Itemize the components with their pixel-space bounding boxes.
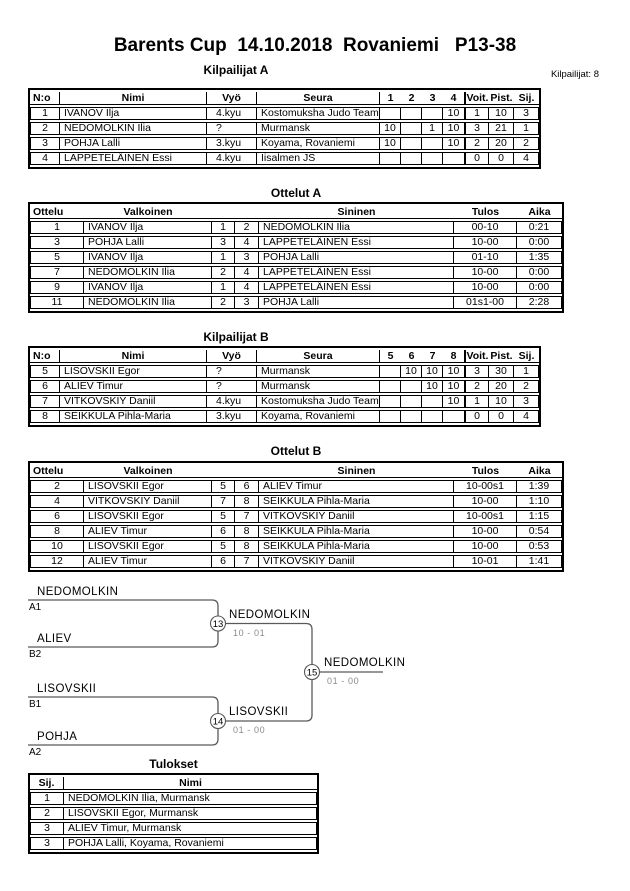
result-cell: 10-01 [454,555,517,568]
competitor-name: SEIKKULA Pihla-Maria [60,410,207,423]
result-place: 1 [30,792,64,805]
blue-number: 3 [235,296,259,309]
wins-cell: 0 [464,410,489,423]
competitor-number: 8 [30,410,60,423]
score-cell [422,410,443,423]
blue-name: POHJA Lalli [259,296,454,309]
match-number: 6 [30,510,84,523]
bracket-diagram [0,583,630,778]
wins-cell: 3 [464,122,489,135]
col-numbers [212,465,259,478]
col-opp-4: 4 [443,92,464,105]
blue-name: SEIKKULA Pihla-Maria [259,525,454,538]
table-row [30,822,317,835]
pool-b-header-row [30,350,539,363]
white-number: 5 [212,540,235,553]
score-cell [401,410,422,423]
competitor-belt: 4.kyu [207,152,257,165]
wins-cell: 0 [464,152,489,165]
place-cell: 3 [514,395,539,408]
match-15-number: 15 [306,667,318,679]
bracket-lines [0,583,630,778]
competitors-count: Kilpailijat: 8 [550,69,599,80]
result-cell: 10-00 [454,495,517,508]
col-opp-7: 7 [422,350,443,363]
pool-a-header-row [30,92,539,105]
score-cell [401,395,422,408]
blue-number: 4 [235,281,259,294]
col-numbers [212,206,259,219]
blue-name: ALIEV Timur [259,480,454,493]
bracket-sf2-top-name: LISOVSKII [37,683,97,695]
table-row [30,365,539,378]
result-cell: 00-10 [454,221,517,234]
match-number: 1 [30,221,84,234]
table-row [30,152,539,165]
col-opp-6: 6 [401,350,422,363]
blue-name: LAPPETELÄINEN Essi [259,236,454,249]
result-cell: 01s1-00 [454,296,517,309]
blue-number: 4 [235,266,259,279]
wins-cell: 2 [464,137,489,150]
col-belt: Vyö [207,92,257,105]
score-cell: 1 [422,122,443,135]
time-cell: 1:35 [517,251,562,264]
white-name: NEDOMOLKIN Ilia [84,296,212,309]
place-cell: 1 [514,365,539,378]
match-number: 4 [30,495,84,508]
col-match: Ottelu [30,206,84,219]
time-cell: 0:00 [517,266,562,279]
col-wins: Voit. [464,350,489,363]
match-number: 8 [30,525,84,538]
place-cell: 4 [514,152,539,165]
competitor-number: 6 [30,380,60,393]
competitor-club: Koyama, Rovaniemi [257,410,380,423]
col-place: Sij. [514,350,539,363]
white-name: NEDOMOLKIN Ilia [84,266,212,279]
competitor-belt: 4.kyu [207,395,257,408]
white-name: IVANOV Ilja [84,251,212,264]
competitor-number: 2 [30,122,60,135]
points-cell: 10 [489,395,514,408]
table-row [30,410,539,423]
white-number: 1 [212,251,235,264]
wins-cell: 1 [464,107,489,120]
match-14-number: 14 [212,716,224,728]
bracket-sf1-top-seed: A1 [29,602,42,613]
table-row [30,480,562,493]
bracket-sf2-winner: LISOVSKII [229,706,289,718]
competitor-name: LISOVSKII Egor [60,365,207,378]
col-opp-5: 5 [380,350,401,363]
pool-a-table [28,88,541,169]
table-row [30,251,562,264]
col-name: Nimi [60,92,207,105]
bracket-sf1-bottom-name: ALIEV [37,633,72,645]
col-result: Tulos [454,206,517,219]
white-name: VITKOVSKIY Daniil [84,495,212,508]
white-name: LISOVSKII Egor [84,480,212,493]
result-name: LISOVSKII Egor, Murmansk [64,807,317,820]
wins-cell: 3 [464,365,489,378]
match-number: 10 [30,540,84,553]
blue-name: VITKOVSKIY Daniil [259,555,454,568]
white-name: LISOVSKII Egor [84,540,212,553]
page-title: Barents Cup 14.10.2018 Rovaniemi P13-38 [113,35,517,56]
col-opp-8: 8 [443,350,464,363]
blue-name: VITKOVSKIY Daniil [259,510,454,523]
col-time: Aika [517,206,562,219]
time-cell: 1:39 [517,480,562,493]
score-cell [401,107,422,120]
table-row [30,107,539,120]
result-cell: 10-00 [454,236,517,249]
results-table [28,773,319,854]
score-cell [422,137,443,150]
table-row [30,495,562,508]
table-row [30,395,539,408]
white-number: 2 [212,296,235,309]
col-time: Aika [517,465,562,478]
col-place: Sij. [514,92,539,105]
white-name: LISOVSKII Egor [84,510,212,523]
score-cell: 10 [422,365,443,378]
score-cell [401,122,422,135]
result-place: 2 [30,807,64,820]
white-number: 2 [212,266,235,279]
bracket-sf1-bottom-seed: B2 [29,649,42,660]
score-cell: 10 [380,137,401,150]
competitor-name: ALIEV Timur [60,380,207,393]
white-number: 7 [212,495,235,508]
col-blue: Sininen [259,206,454,219]
score-cell: 10 [443,137,464,150]
blue-number: 3 [235,251,259,264]
table-row [30,296,562,309]
bracket-sf2-bottom-seed: A2 [29,747,42,758]
matches-a-table [28,202,564,313]
match-number: 12 [30,555,84,568]
white-name: ALIEV Timur [84,555,212,568]
col-match: Ottelu [30,465,84,478]
score-cell [380,365,401,378]
time-cell: 1:10 [517,495,562,508]
matches-a-title: Ottelut A [270,186,322,200]
col-club: Seura [257,350,380,363]
col-name: Nimi [64,777,317,790]
col-club: Seura [257,92,380,105]
blue-name: POHJA Lalli [259,251,454,264]
wins-cell: 1 [464,395,489,408]
col-opp-2: 2 [401,92,422,105]
competitor-name: NEDOMOLKIN Ilia [60,122,207,135]
result-name: NEDOMOLKIN Ilia, Murmansk [64,792,317,805]
competitor-club: Iisalmen JS [257,152,380,165]
blue-number: 8 [235,525,259,538]
points-cell: 10 [489,107,514,120]
time-cell: 0:54 [517,525,562,538]
match-number: 7 [30,266,84,279]
result-place: 3 [30,822,64,835]
blue-number: 7 [235,555,259,568]
blue-number: 6 [235,480,259,493]
competitor-number: 1 [30,107,60,120]
col-place: Sij. [30,777,64,790]
table-row [30,236,562,249]
white-number: 1 [212,221,235,234]
place-cell: 2 [514,137,539,150]
points-cell: 0 [489,410,514,423]
competitor-club: Kostomuksha Judo Team [257,107,380,120]
competitor-name: POHJA Lalli [60,137,207,150]
score-cell [422,107,443,120]
competitor-club: Kostomuksha Judo Team [257,395,380,408]
blue-number: 2 [235,221,259,234]
result-cell: 01-10 [454,251,517,264]
points-cell: 20 [489,380,514,393]
match-number: 3 [30,236,84,249]
result-place: 3 [30,837,64,850]
competitor-belt: 3.kyu [207,137,257,150]
score-cell [401,152,422,165]
match-number: 5 [30,251,84,264]
table-row [30,510,562,523]
match-13-number: 13 [212,619,224,630]
white-name: IVANOV Ilja [84,221,212,234]
competitor-belt: 4.kyu [207,107,257,120]
pool-b-title: Kilpailijat B [203,330,269,344]
points-cell: 30 [489,365,514,378]
time-cell: 2:28 [517,296,562,309]
table-row [30,792,317,805]
col-number: N:o [30,350,60,363]
competitor-name: VITKOVSKIY Daniil [60,395,207,408]
place-cell: 2 [514,380,539,393]
score-cell [380,395,401,408]
blue-number: 8 [235,495,259,508]
competitor-belt: ? [207,365,257,378]
score-cell: 10 [443,395,464,408]
table-row [30,122,539,135]
white-number: 5 [212,510,235,523]
blue-name: LAPPETELÄINEN Essi [259,281,454,294]
blue-number: 4 [235,236,259,249]
col-number: N:o [30,92,60,105]
competitor-belt: 3.kyu [207,410,257,423]
match-number: 9 [30,281,84,294]
time-cell: 1:41 [517,555,562,568]
bracket-sf2-top-seed: B1 [29,699,42,710]
table-row [30,555,562,568]
blue-name: LAPPETELÄINEN Essi [259,266,454,279]
result-name: POHJA Lalli, Koyama, Rovaniemi [64,837,317,850]
score-cell: 10 [401,365,422,378]
white-name: ALIEV Timur [84,525,212,538]
score-cell: 10 [380,122,401,135]
matches-b-header-row [30,465,562,478]
result-cell: 10-00 [454,525,517,538]
place-cell: 4 [514,410,539,423]
col-belt: Vyö [207,350,257,363]
bracket-final-score: 01 - 00 [327,676,360,686]
results-header-row [30,777,317,790]
competitor-belt: ? [207,122,257,135]
match-number: 11 [30,296,84,309]
bracket-sf1-winner: NEDOMOLKIN [229,609,311,621]
bracket-sf1-score: 10 - 01 [233,628,266,638]
matches-b-table [28,461,564,572]
blue-name: NEDOMOLKIN Ilia [259,221,454,234]
competitor-number: 7 [30,395,60,408]
white-number: 5 [212,480,235,493]
col-result: Tulos [454,465,517,478]
competitor-club: Murmansk [257,122,380,135]
table-row [30,137,539,150]
col-white: Valkoinen [84,465,212,478]
blue-name: SEIKKULA Pihla-Maria [259,495,454,508]
time-cell: 1:15 [517,510,562,523]
score-cell [443,152,464,165]
competitor-name: LAPPETELÄINEN Essi [60,152,207,165]
bracket-final-winner: NEDOMOLKIN [324,657,406,669]
blue-name: SEIKKULA Pihla-Maria [259,540,454,553]
match-number: 2 [30,480,84,493]
result-cell: 10-00s1 [454,480,517,493]
col-blue: Sininen [259,465,454,478]
table-row [30,540,562,553]
white-name: POHJA Lalli [84,236,212,249]
competitor-number: 3 [30,137,60,150]
col-opp-3: 3 [422,92,443,105]
pool-b-table [28,346,541,427]
table-row [30,807,317,820]
bracket-sf1-top-name: NEDOMOLKIN [37,586,119,598]
points-cell: 0 [489,152,514,165]
col-name: Nimi [60,350,207,363]
competitor-belt: ? [207,380,257,393]
pool-a-title: Kilpailijat A [203,63,269,77]
white-name: IVANOV Ilja [84,281,212,294]
points-cell: 21 [489,122,514,135]
result-cell: 10-00 [454,281,517,294]
competitor-number: 5 [30,365,60,378]
col-wins: Voit. [464,92,489,105]
table-row [30,525,562,538]
score-cell [380,380,401,393]
col-white: Valkoinen [84,206,212,219]
wins-cell: 2 [464,380,489,393]
bracket-sf2-score: 01 - 00 [233,725,266,735]
score-cell: 10 [443,380,464,393]
col-points: Pist. [490,350,513,362]
result-cell: 10-00 [454,266,517,279]
score-cell [380,410,401,423]
result-name: ALIEV Timur, Murmansk [64,822,317,835]
white-number: 6 [212,525,235,538]
white-number: 1 [212,281,235,294]
competitor-number: 4 [30,152,60,165]
competitor-name: IVANOV Ilja [60,107,207,120]
blue-number: 7 [235,510,259,523]
time-cell: 0:53 [517,540,562,553]
col-points: Pist. [490,92,513,104]
score-cell [422,395,443,408]
result-cell: 10-00 [454,540,517,553]
place-cell: 1 [514,122,539,135]
table-row [30,221,562,234]
points-cell: 20 [489,137,514,150]
score-cell [401,380,422,393]
competitor-club: Murmansk [257,365,380,378]
score-cell: 10 [422,380,443,393]
results-title: Tulokset [149,757,198,771]
white-number: 6 [212,555,235,568]
competitor-club: Murmansk [257,380,380,393]
time-cell: 0:00 [517,281,562,294]
table-row [30,266,562,279]
table-row [30,837,317,850]
bracket-sf2-bottom-name: POHJA [37,731,78,743]
score-cell: 10 [443,122,464,135]
white-number: 3 [212,236,235,249]
place-cell: 3 [514,107,539,120]
time-cell: 0:21 [517,221,562,234]
score-cell [422,152,443,165]
table-row [30,380,539,393]
score-cell [401,137,422,150]
matches-a-header-row [30,206,562,219]
col-opp-1: 1 [380,92,401,105]
score-cell [380,152,401,165]
score-cell [380,107,401,120]
score-cell: 10 [443,107,464,120]
result-cell: 10-00s1 [454,510,517,523]
competitor-club: Koyama, Rovaniemi [257,137,380,150]
table-row [30,281,562,294]
time-cell: 0:00 [517,236,562,249]
blue-number: 8 [235,540,259,553]
score-cell: 10 [443,365,464,378]
score-cell [443,410,464,423]
matches-b-title: Ottelut B [270,444,322,458]
